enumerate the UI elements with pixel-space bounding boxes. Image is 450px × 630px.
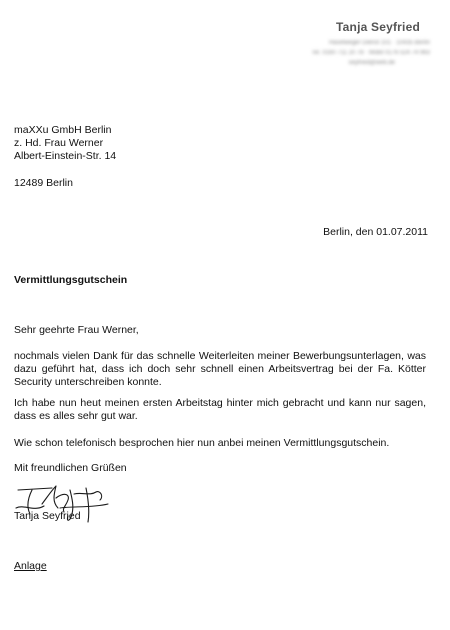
recipient-street: Albert-Einstein-Str. 14 [14,150,117,162]
recipient-address [14,124,116,163]
closing: Mit freundlichen Grüßen [14,462,127,474]
salutation: Sehr geehrte Frau Werner, [14,324,139,336]
recipient-city: 12489 Berlin [14,177,73,189]
letterhead-name: Tanja Seyfried [336,20,420,34]
paragraph-voucher: Wie schon telefonisch besprochen hier nun anbei meinen Vermittlungsgutschein. [14,437,390,449]
paragraph-thanks: nochmals vielen Dank für das schnelle Weiterleiten meiner Bewerbungsunterlagen, was dazu geführt hat, dass ich doch sehr schnell einen Arbeitsvertrag bei der Fa. Kötter Security unterschreiben konnte. [14,350,426,388]
letterhead-email: seyfried@web.de [348,60,395,66]
recipient-company: maXXu GmbH Berlin [14,124,112,136]
recipient-attention: z. Hd. Frau Werner [14,137,104,149]
attachment-label: Anlage [14,560,47,572]
letterhead-address: Haselweger Dienst 101 · 10435 Berlin [328,40,430,46]
letter-subject: Vermittlungsgutschein [14,274,128,286]
signer-name: Tanja Seyfried [14,510,81,522]
letterhead-phone: Tel. 0160 711 20 78 · Mobil 0176 524 74 963 [311,50,430,56]
letter-date: Berlin, den 01.07.2011 [323,226,428,238]
paragraph-first-day: Ich habe nun heut meinen ersten Arbeitstag hinter mich gebracht und kann nur sagen, dass es alles sehr gut war. [14,397,426,422]
